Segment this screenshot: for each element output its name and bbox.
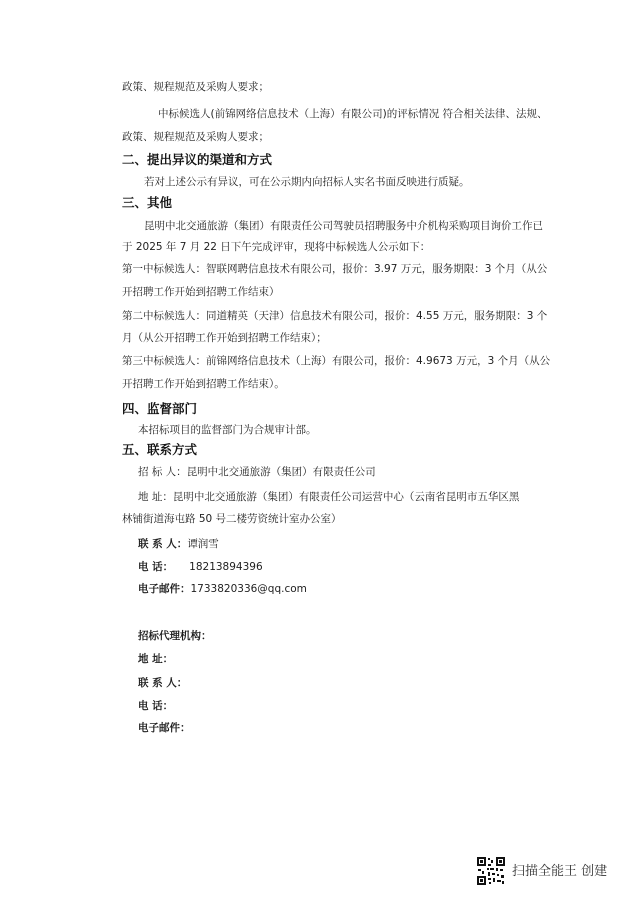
email-label: 电子邮件： bbox=[138, 583, 191, 595]
candidate-line: 第二中标候选人：同道精英（天津）信息技术有限公司，报价：4.55 万元，服务期限：3 个 bbox=[122, 310, 548, 322]
text-line: 中标候选人(前锦网络信息技术（上海）有限公司)的评标情况 符合相关法律、法规、 bbox=[158, 108, 548, 120]
contact-row bbox=[138, 537, 219, 551]
section-heading: 五、联系方式 bbox=[122, 442, 198, 457]
agency-title: 招标代理机构： bbox=[138, 630, 212, 642]
contact-value: 谭润雪 bbox=[187, 538, 219, 550]
text-line: 若对上述公示有异议，可在公示期内向招标人实名书面反映进行质疑。 bbox=[144, 176, 470, 188]
agency-phone-label: 电 话： bbox=[138, 700, 174, 712]
qr-code-icon bbox=[476, 856, 506, 886]
email-value: 1733820336@qq.com bbox=[190, 583, 307, 595]
contact-label: 联 系 人： bbox=[138, 538, 188, 550]
text-line: 昆明中北交通旅游（集团）有限责任公司驾驶员招聘服务中介机构采购项目询价工作已 bbox=[144, 220, 543, 232]
agency-email-label: 电子邮件： bbox=[138, 722, 191, 734]
address-value: 昆明中北交通旅游（集团）有限责任公司运营中心（云南省昆明市五华区黑 bbox=[172, 491, 520, 503]
phone-row bbox=[138, 560, 263, 574]
phone-label: 电 话： bbox=[138, 561, 174, 573]
address-continued: 林铺街道海屯路 50 号二楼劳资统计室办公室） bbox=[122, 513, 342, 525]
candidate-line: 第三中标候选人：前锦网络信息技术（上海）有限公司，报价：4.9673 万元，3 个月（从公 bbox=[122, 355, 551, 367]
candidate-line: 开招聘工作开始到招聘工作结束）。 bbox=[122, 378, 285, 390]
scanner-watermark bbox=[476, 856, 626, 892]
candidate-line: 开招聘工作开始到招聘工作结束） bbox=[122, 286, 280, 298]
text-line: 本招标项目的监督部门为合规审计部。 bbox=[138, 424, 317, 436]
address-row bbox=[138, 490, 519, 504]
email-row bbox=[138, 582, 307, 596]
tenderer-label: 招 标 人： bbox=[138, 466, 187, 478]
text-line: 政策、规程规范及采购人要求； bbox=[122, 131, 269, 143]
candidate-line: 月（从公开招聘工作开始到招聘工作结束）； bbox=[122, 332, 327, 344]
section-heading: 二、提出异议的渠道和方式 bbox=[122, 152, 273, 167]
candidate-line: 第一中标候选人：智联网聘信息技术有限公司，报价：3.97 万元，服务期限：3 个月（从公 bbox=[122, 263, 548, 275]
agency-contact-label: 联 系 人： bbox=[138, 677, 188, 689]
agency-address-label: 地 址： bbox=[138, 653, 174, 665]
address-label: 地 址： bbox=[138, 491, 173, 503]
section-heading: 三、其他 bbox=[122, 195, 173, 210]
tenderer-value: 昆明中北交通旅游（集团）有限责任公司 bbox=[186, 466, 376, 478]
tenderer-row bbox=[138, 465, 376, 479]
watermark-text: 扫描全能王 创建 bbox=[512, 864, 608, 879]
phone-value: 18213894396 bbox=[189, 561, 263, 573]
text-line: 于 2025 年 7 月 22 日下午完成评审，现将中标候选人公示如下： bbox=[122, 241, 431, 253]
section-heading: 四、监督部门 bbox=[122, 401, 198, 416]
text-line: 政策、规程规范及采购人要求； bbox=[122, 81, 269, 93]
